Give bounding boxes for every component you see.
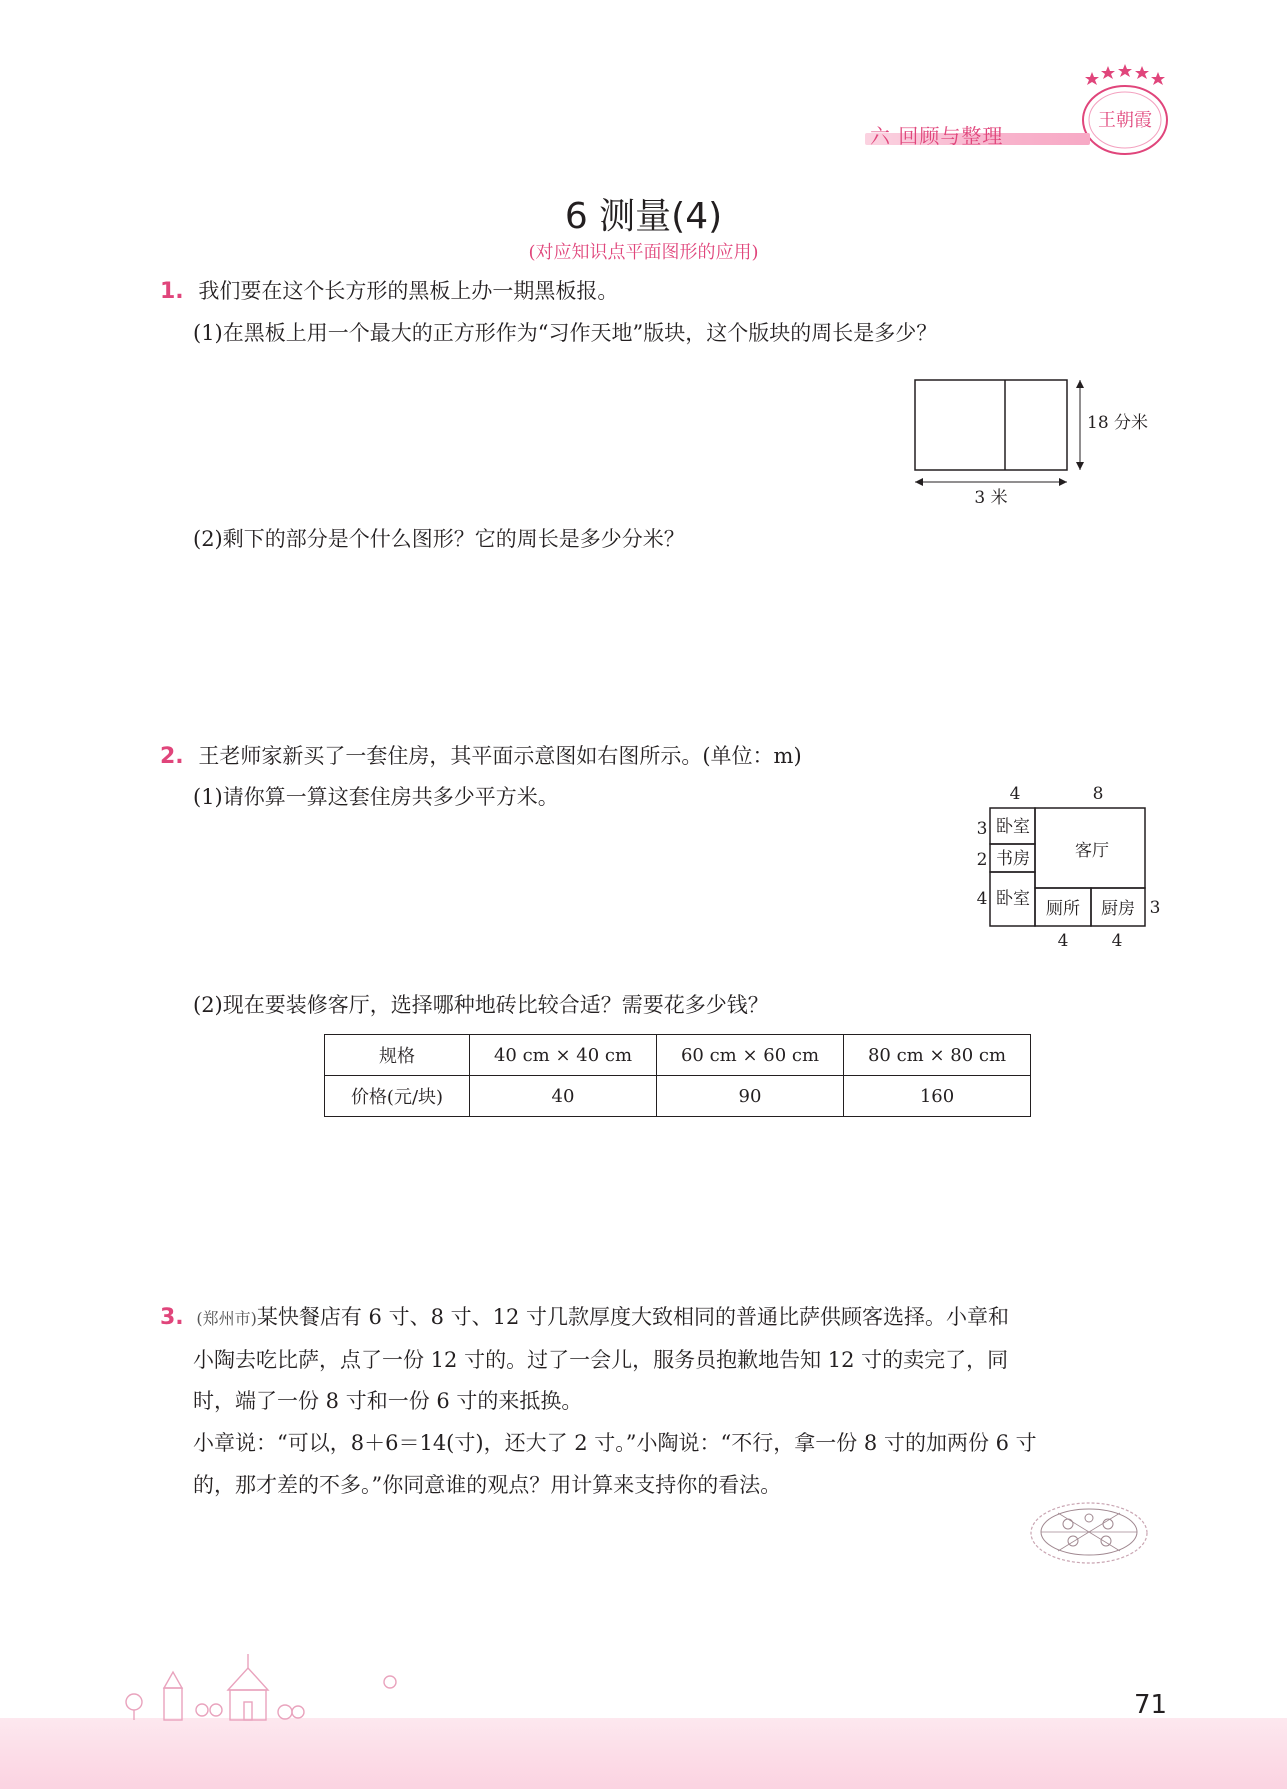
page-subtitle: (对应知识点平面图形的应用): [528, 242, 759, 263]
table-cell: 价格(元/块): [325, 1076, 470, 1117]
plan-left-dim-3: 4: [976, 889, 988, 909]
table-cell: 90: [657, 1076, 844, 1117]
room-kitchen-label: 厨房: [1101, 899, 1135, 919]
question-3-line-2: 小陶去吃比萨，点了一份 12 寸的。过了一会儿，服务员抱歉地告知 12 寸的卖完了，同: [193, 1348, 1009, 1372]
table-cell: 160: [844, 1076, 1031, 1117]
logo-text: 王朝霞: [1098, 110, 1152, 131]
page-number: 71: [1134, 1690, 1168, 1720]
plan-bottom-right-dim: 4: [1111, 931, 1123, 951]
blackboard-figure: [905, 372, 1165, 512]
pizza-illustration: [1028, 1498, 1150, 1568]
room-bedroom-2-label: 卧室: [996, 889, 1030, 909]
tile-price-table: [324, 1034, 1031, 1117]
question-3-line-3: 时，端了一份 8 寸和一份 6 寸的来抵换。: [193, 1389, 583, 1413]
publisher-logo: [1070, 60, 1180, 160]
height-label: 18 分米: [1087, 413, 1149, 433]
question-2: [160, 741, 802, 772]
question-3-tag: (郑州市): [196, 1309, 257, 1328]
question-2-part-2: (2)现在要装修客厅，选择哪种地砖比较合适？需要花多少钱？: [193, 993, 769, 1017]
question-2-text: 王老师家新买了一套住房，其平面示意图如右图所示。(单位：m): [198, 744, 802, 768]
footer-town-decoration: [120, 1646, 420, 1722]
plan-top-left-dim: 4: [1009, 784, 1021, 804]
room-bedroom-1-label: 卧室: [996, 817, 1030, 837]
question-2-number: 2.: [160, 744, 184, 769]
section-tag: 六 回顾与整理: [870, 124, 1004, 148]
room-living-label: 客厅: [1075, 841, 1109, 861]
table-header-cell: 60 cm × 60 cm: [657, 1035, 844, 1076]
question-3-number: 3.: [160, 1305, 184, 1330]
question-2-part-1: (1)请你算一算这套住房共多少平方米。: [193, 785, 559, 809]
blackboard-rect: [915, 380, 1067, 470]
question-3-line-5: 的，那才差的不多。”你同意谁的观点？用计算来支持你的看法。: [193, 1473, 782, 1497]
plan-left-dim-1: 3: [976, 819, 988, 839]
table-cell: 40: [470, 1076, 657, 1117]
plan-right-dim: 3: [1149, 898, 1161, 918]
question-1: [160, 276, 618, 307]
table-header-cell: 40 cm × 40 cm: [470, 1035, 657, 1076]
table-header-cell: 规格: [325, 1035, 470, 1076]
room-toilet-label: 厕所: [1046, 899, 1080, 919]
table-header-cell: 80 cm × 80 cm: [844, 1035, 1031, 1076]
plan-left-dim-2: 2: [976, 850, 988, 870]
question-1-text: 我们要在这个长方形的黑板上办一期黑板报。: [198, 279, 619, 303]
room-study-label: 书房: [996, 849, 1030, 869]
question-3-line-4: 小章说：“可以，8＋6＝14(寸)，还大了 2 寸。”小陶说：“不行，拿一份 8 寸的加两份 6 寸: [193, 1431, 1037, 1455]
width-label: 3 米: [974, 488, 1008, 508]
question-3-line-1: 某快餐店有 6 寸、8 寸、12 寸几款厚度大致相同的普通比萨供顾客选择。小章和: [256, 1305, 1010, 1329]
question-3: [160, 1302, 1009, 1334]
question-1-number: 1.: [160, 279, 184, 304]
page-title: 6 测量(4): [564, 196, 723, 237]
question-1-part-2: (2)剩下的部分是个什么图形？它的周长是多少分米？: [193, 527, 685, 551]
footer-band: [0, 1718, 1287, 1789]
floor-plan: [965, 778, 1165, 958]
question-1-part-1: (1)在黑板上用一个最大的正方形作为“习作天地”版块，这个版块的周长是多少？: [193, 321, 938, 345]
table-row: [325, 1076, 1031, 1117]
plan-bottom-left-dim: 4: [1057, 931, 1069, 951]
plan-top-right-dim: 8: [1092, 784, 1104, 804]
table-row: [325, 1035, 1031, 1076]
logo-stars: [1085, 64, 1165, 85]
